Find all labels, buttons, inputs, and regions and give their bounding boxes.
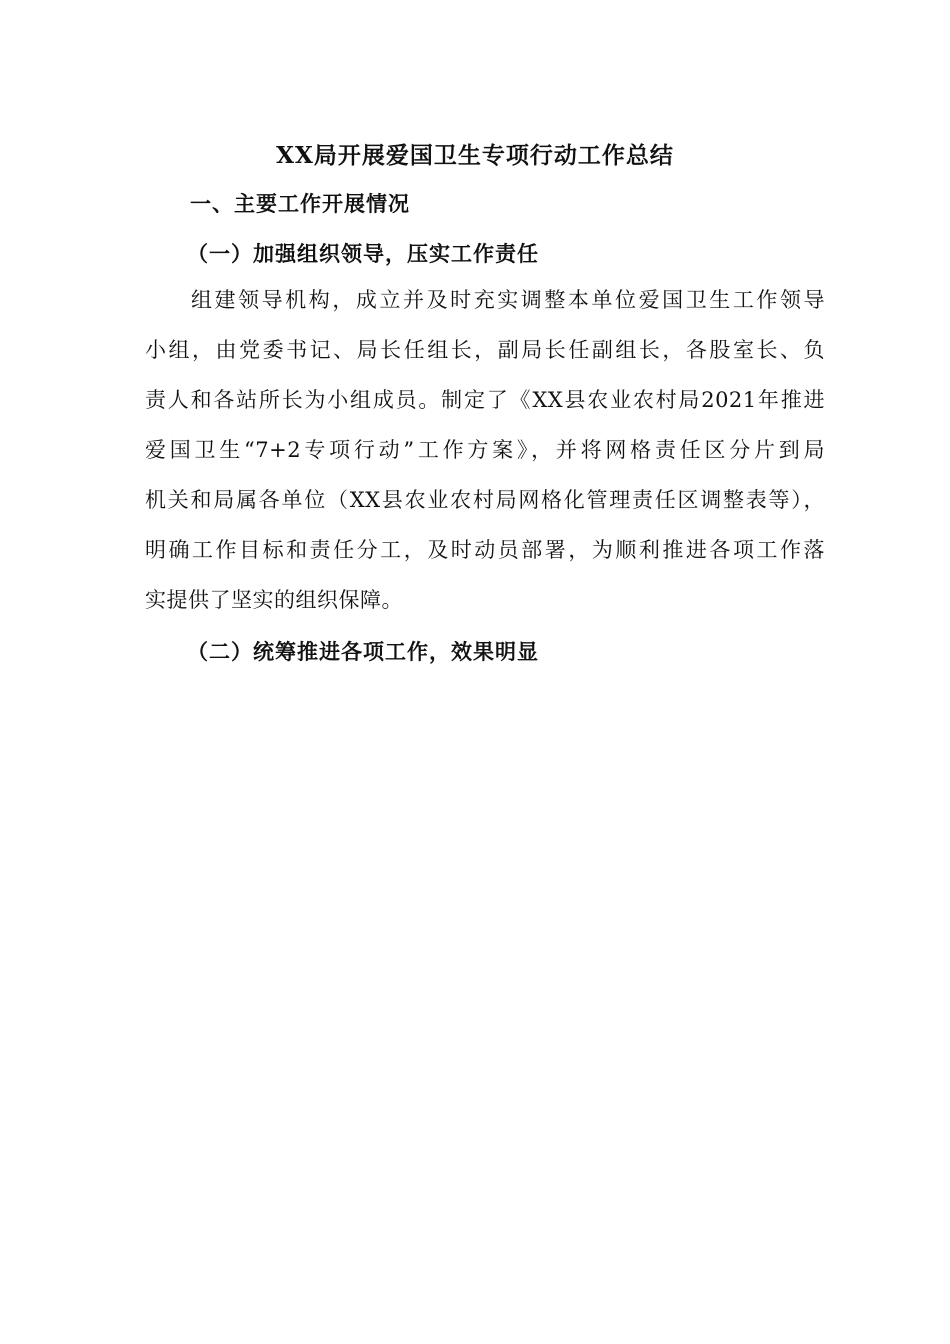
paragraph-line: 实提供了坚实的组织保障。 <box>145 588 403 612</box>
document-title: XX局开展爱国卫生专项行动工作总结 <box>276 142 674 169</box>
paragraph-line: 机关和局属各单位（XX县农业农村局网格化管理责任区调整表等）， <box>145 488 825 512</box>
subsection-heading-organization: （一）加强组织领导，压实工作责任 <box>187 241 539 266</box>
paragraph-line: 明确工作目标和责任分工，及时动员部署，为顺利推进各项工作落 <box>145 538 825 562</box>
subsection-heading-coordination: （二）统筹推进各项工作，效果明显 <box>187 639 539 664</box>
paragraph-line: 责人和各站所长为小组成员。制定了《XX县农业农村局2021年推进 <box>145 388 825 412</box>
paragraph-line: 小组，由党委书记、局长任组长，副局长任副组长，各股室长、负 <box>145 338 825 362</box>
paragraph-line: 组建领导机构，成立并及时充实调整本单位爱国卫生工作领导 <box>191 288 825 312</box>
section-heading-main-work: 一、主要工作开展情况 <box>190 191 410 216</box>
paragraph-organization <box>145 287 825 637</box>
paragraph-line: 爱国卫生“7+2专项行动”工作方案》，并将网格责任区分片到局 <box>145 438 825 462</box>
